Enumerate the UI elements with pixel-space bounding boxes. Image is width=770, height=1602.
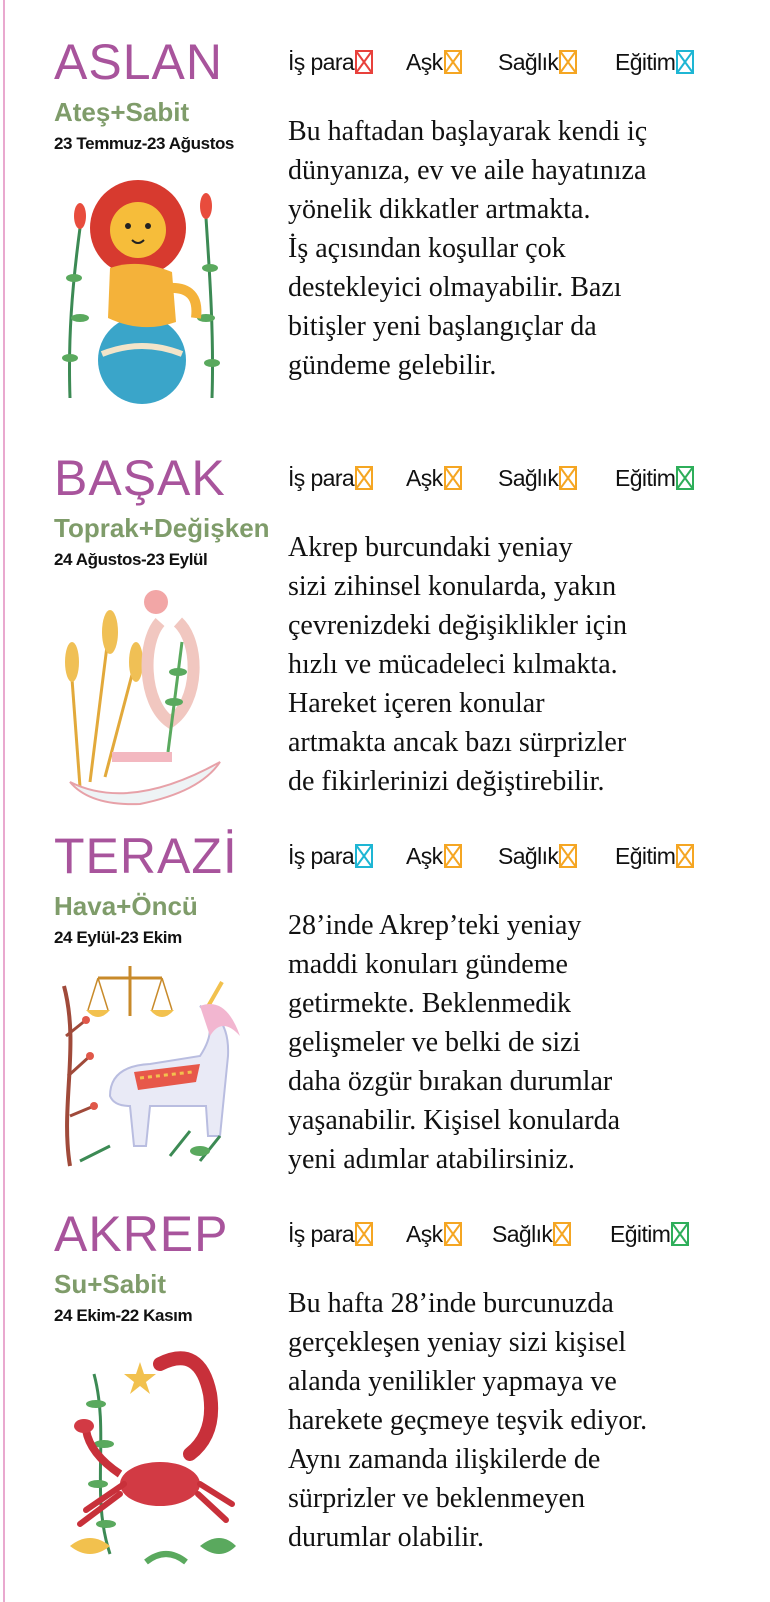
rating-label-love: Aşk <box>406 1220 443 1247</box>
rating-label-money: İş para <box>288 464 355 491</box>
rating-box-icon <box>676 466 694 490</box>
rating-health <box>492 1216 571 1252</box>
rating-education <box>615 838 694 874</box>
rating-love <box>406 44 462 80</box>
rating-row <box>288 1216 758 1252</box>
rating-health <box>498 838 577 874</box>
rating-label-health: Sağlık <box>498 842 559 869</box>
rating-box-icon <box>559 50 577 74</box>
rating-education <box>615 44 694 80</box>
rating-health <box>498 44 577 80</box>
sign-name: ASLAN <box>54 34 223 90</box>
rating-label-education: Eğitim <box>610 1220 671 1247</box>
rating-label-money: İş para <box>288 1220 355 1247</box>
rating-education <box>610 1216 689 1252</box>
sign-dates: 24 Ekim-22 Kasım <box>54 1306 193 1325</box>
rating-money <box>288 44 373 80</box>
sign-name: BAŞAK <box>54 450 226 506</box>
rating-box-icon <box>444 844 462 868</box>
rating-label-health: Sağlık <box>498 48 559 75</box>
rating-money <box>288 460 373 496</box>
rating-label-money: İş para <box>288 48 355 75</box>
horoscope-text: Bu haftadan başlayarak kendi iç dünyanıza, ev ve aile hayatınıza yönelik dikkatler artmakta. İş açısından koşullar çok destekleyici olmayabilir. Bazı bitişler yeni başlangıçlar da gündeme gelebilir. <box>288 116 648 381</box>
rating-label-education: Eğitim <box>615 464 676 491</box>
sign-dates: 24 Ağustos-23 Eylül <box>54 550 208 569</box>
rating-box-icon <box>355 844 373 868</box>
sign-element: Ateş+Sabit <box>54 97 190 127</box>
rating-row <box>288 460 758 496</box>
lion-on-globe-illustration <box>50 168 230 408</box>
rating-health <box>498 460 577 496</box>
rating-love <box>406 460 462 496</box>
rating-love <box>406 838 462 874</box>
rating-box-icon <box>355 1222 373 1246</box>
sign-dates: 24 Eylül-23 Ekim <box>54 928 182 947</box>
rating-label-health: Sağlık <box>492 1220 553 1247</box>
rating-box-icon <box>559 466 577 490</box>
rating-box-icon <box>444 1222 462 1246</box>
scorpion-illustration <box>50 1334 240 1570</box>
rating-box-icon <box>559 844 577 868</box>
horoscope-text: 28’inde Akrep’teki yeniay maddi konuları gündeme getirmekte. Beklenmedik gelişmeler ve belki de sizi daha özgür bırakan durumlar yaşanabilir. Kişisel konularda yeni adımlar atabilirsiniz. <box>288 910 621 1175</box>
rating-label-love: Aşk <box>406 48 443 75</box>
sign-dates: 23 Temmuz-23 Ağustos <box>54 134 234 153</box>
sign-element: Toprak+Değişken <box>54 513 270 543</box>
rating-row <box>288 44 758 80</box>
rating-label-money: İş para <box>288 842 355 869</box>
rating-box-icon <box>676 844 694 868</box>
sign-name: AKREP <box>54 1206 229 1262</box>
rating-box-icon <box>671 1222 689 1246</box>
rating-box-icon <box>355 50 373 74</box>
rating-love <box>406 1216 462 1252</box>
horoscope-text: Akrep burcundaki yeniay sizi zihinsel konularda, yakın çevrenizdeki değişiklikler için hızlı ve mücadeleci kılmakta. Hareket içeren konular artmakta ancak bazı sürprizler de fikirlerinizi değiştirebilir. <box>288 532 627 797</box>
rating-box-icon <box>676 50 694 74</box>
rating-box-icon <box>355 466 373 490</box>
rating-label-education: Eğitim <box>615 48 676 75</box>
rating-box-icon <box>444 50 462 74</box>
rating-box-icon <box>444 466 462 490</box>
page-edge-line <box>3 0 5 1602</box>
rating-label-love: Aşk <box>406 464 443 491</box>
rating-box-icon <box>553 1222 571 1246</box>
sign-name: TERAZİ <box>54 828 238 884</box>
sign-element: Hava+Öncü <box>54 891 198 921</box>
rating-money <box>288 838 373 874</box>
scales-and-unicorn-illustration <box>50 956 250 1176</box>
rating-label-education: Eğitim <box>615 842 676 869</box>
wheat-and-swan-illustration <box>50 582 230 812</box>
sign-element: Su+Sabit <box>54 1269 166 1299</box>
rating-label-health: Sağlık <box>498 464 559 491</box>
horoscope-text: Bu hafta 28’inde burcunuzda gerçekleşen yeniay sizi kişisel alanda yenilikler yapmaya ve harekete geçmeye teşvik ediyor. Aynı zamanda ilişkilerde de sürprizler ve beklenmeyen durumlar olabilir. <box>288 1288 648 1553</box>
rating-money <box>288 1216 373 1252</box>
rating-label-love: Aşk <box>406 842 443 869</box>
rating-education <box>615 460 694 496</box>
rating-row <box>288 838 758 874</box>
